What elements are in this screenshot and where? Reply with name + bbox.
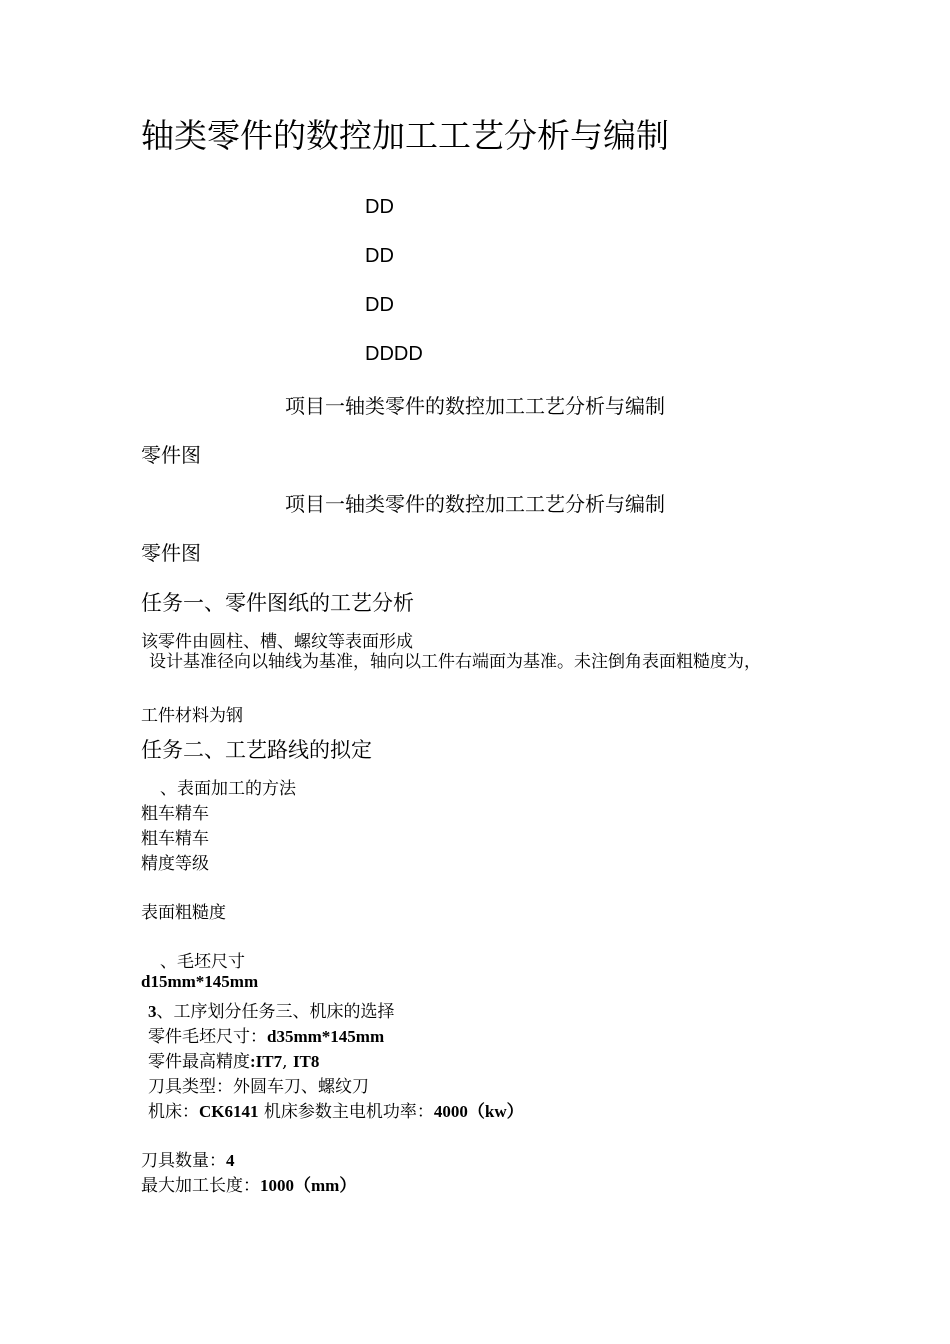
surface-roughness: 表面粗糙度 — [141, 903, 226, 923]
max-machining-length: 最大加工长度：1000（mm） — [141, 1176, 357, 1196]
dd-line-2: DD — [365, 245, 394, 267]
method-item-2: 粗车精车 — [141, 829, 209, 849]
project-heading-2: 项目一轴类零件的数控加工工艺分析与编制 — [285, 492, 665, 516]
method-title: 、表面加工的方法 — [160, 779, 296, 799]
machine-line: 机床：CK6141 机床参数主电机功率：4000（kw） — [148, 1102, 524, 1122]
project-heading-1: 项目一轴类零件的数控加工工艺分析与编制 — [285, 394, 665, 418]
tool-count: 刀具数量：4 — [141, 1151, 235, 1171]
part-max-precision: 零件最高精度:IT7, IT8 — [148, 1052, 320, 1072]
part-blank-size: 零件毛坯尺寸：d35mm*145mm — [148, 1027, 385, 1047]
task2-heading: 任务二、工艺路线的拟定 — [141, 738, 372, 762]
part-drawing-label-1: 零件图 — [141, 443, 201, 467]
step3-line: 3、工序划分任务三、机床的选择 — [148, 1002, 395, 1022]
task1-heading: 任务一、零件图纸的工艺分析 — [141, 591, 414, 615]
task1-surface-desc: 该零件由圆柱、槽、螺纹等表面形成 — [141, 632, 413, 652]
method-item-1: 粗车精车 — [141, 804, 209, 824]
task1-datum-desc: 设计基准径向以轴线为基准，轴向以工件右端面为基准。未注倒角表面粗糙度为， — [149, 652, 761, 672]
dd-line-3: DD — [365, 294, 394, 316]
dd-line-4: DDDD — [365, 343, 423, 365]
part-drawing-label-2: 零件图 — [141, 541, 201, 565]
task1-material: 工件材料为钢 — [141, 706, 243, 726]
dd-line-1: DD — [365, 196, 394, 218]
tool-type: 刀具类型：外圆车刀、螺纹刀 — [148, 1077, 369, 1097]
precision-grade: 精度等级 — [141, 854, 209, 874]
blank-size-title: 、毛坯尺寸 — [160, 952, 245, 972]
document-title: 轴类零件的数控加工工艺分析与编制 — [141, 116, 669, 155]
blank-size-value: d15mm*145mm — [141, 972, 259, 991]
